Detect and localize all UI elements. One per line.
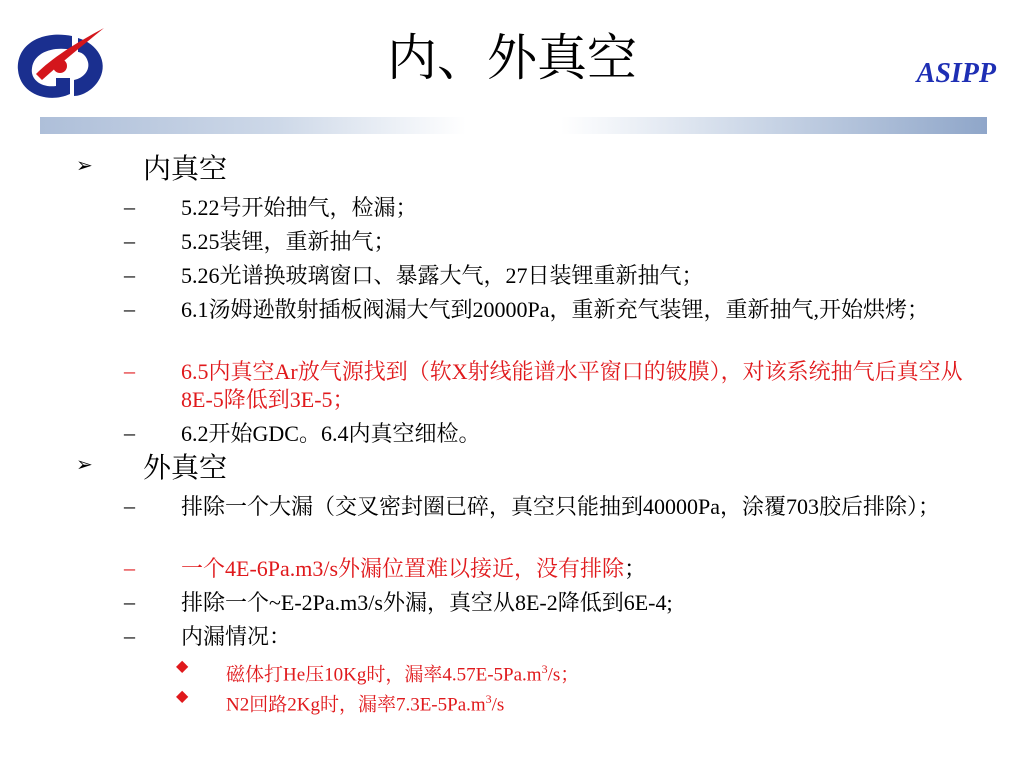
list-item-text-tail: ；	[624, 556, 647, 581]
diamond-bullet-icon: ◆	[176, 658, 189, 675]
dash-bullet-icon: –	[124, 555, 135, 580]
diamond-bullet-icon: ◆	[176, 688, 189, 705]
dash-bullet-icon: –	[124, 194, 135, 219]
list-item-text: 排除一个~E-2Pa.m3/s外漏，真空从8E-2降低到6E-4;	[181, 590, 673, 615]
dash-bullet-icon: –	[124, 228, 135, 253]
sub-item-text-tail: /s	[491, 694, 505, 716]
dash-bullet-icon: –	[124, 589, 135, 614]
dash-bullet-icon: –	[124, 493, 135, 518]
list-item-text: 排除一个大漏（交叉密封圈已碎，真空只能抽到40000Pa，涂覆703胶后排除）；	[181, 494, 941, 519]
superscript: 3	[541, 662, 548, 676]
list-item-text: 内漏情况：	[181, 624, 292, 649]
list-item-text: 6.5内真空Ar放气源找到（软X射线能谱水平窗口的铍膜），对该系统抽气后真空从8E-5降低到3E-5；	[181, 359, 963, 412]
dash-bullet-icon: –	[124, 358, 135, 383]
brand-label: ASIPP	[916, 58, 996, 89]
dash-bullet-icon: –	[124, 296, 135, 321]
section-heading-text: 外真空	[143, 453, 228, 484]
list-item-text: 5.26光谱换玻璃窗口、暴露大气，27日装锂重新抽气；	[181, 263, 704, 288]
sub-item-text: N2回路2Kg时，漏率7.3E-5Pa.m	[226, 694, 486, 716]
dash-bullet-icon: –	[124, 623, 135, 648]
list-item-text: 5.25装锂，重新抽气；	[181, 229, 396, 254]
dash-bullet-icon: –	[124, 420, 135, 445]
arrowhead-bullet-icon: ➢	[76, 454, 93, 476]
list-item-text: 5.22号开始抽气，检漏；	[181, 195, 418, 220]
dash-bullet-icon: –	[124, 262, 135, 287]
section-heading-text: 内真空	[143, 154, 228, 185]
list-item-text: 6.2开始GDC。6.4内真空细检。	[181, 421, 481, 446]
sub-item-text-tail: /s；	[547, 664, 580, 686]
page-title: 内、外真空	[387, 30, 637, 86]
list-item-text: 6.1汤姆逊散射插板阀漏大气到20000Pa，重新充气装锂，重新抽气,开始烘烤；	[181, 297, 930, 322]
title-divider-bar	[40, 117, 987, 134]
list-item-text: 一个4E-6Pa.m3/s外漏位置难以接近，没有排除	[181, 556, 625, 581]
arrowhead-bullet-icon: ➢	[76, 155, 93, 177]
superscript: 3	[485, 692, 492, 706]
sub-item-text: 磁体打He压10Kg时，漏率4.57E-5Pa.m	[226, 664, 542, 686]
